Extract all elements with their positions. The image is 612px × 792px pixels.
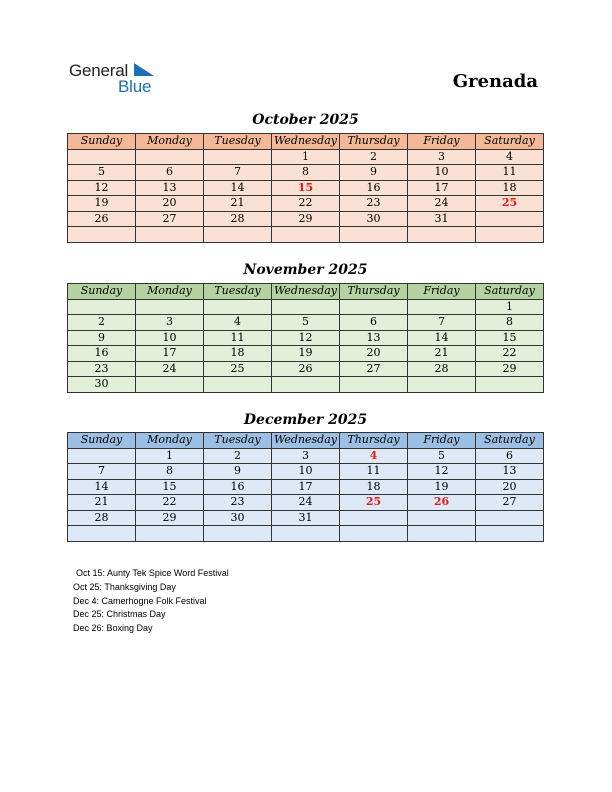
day-cell: 11 — [204, 330, 272, 346]
weekday-header: Thursday — [340, 433, 408, 449]
day-cell: 31 — [272, 510, 340, 526]
day-cell: 31 — [408, 211, 476, 227]
empty-day-cell — [476, 227, 544, 243]
day-cell: 17 — [408, 180, 476, 196]
empty-day-cell — [340, 227, 408, 243]
week-row — [68, 299, 544, 315]
day-cell: 18 — [340, 479, 408, 495]
empty-day-cell — [204, 227, 272, 243]
day-cell: 17 — [272, 479, 340, 495]
day-cell: 24 — [272, 495, 340, 511]
october-weeks — [68, 149, 544, 242]
day-cell: 6 — [340, 315, 408, 331]
month-title-december: December 2025 — [243, 412, 368, 428]
holiday-note: Dec 4: Camerhogne Folk Festival — [73, 595, 207, 606]
logo-triangle-icon — [134, 63, 156, 77]
day-cell: 13 — [136, 180, 204, 196]
day-cell: 26 — [68, 211, 136, 227]
day-cell: 8 — [272, 165, 340, 181]
weekday-header: Sunday — [68, 134, 136, 150]
day-cell: 28 — [204, 211, 272, 227]
holiday-note: Dec 25: Christmas Day — [73, 609, 166, 620]
day-cell: 12 — [272, 330, 340, 346]
day-cell: 2 — [68, 315, 136, 331]
week-row — [68, 346, 544, 362]
empty-day-cell — [476, 211, 544, 227]
empty-day-cell — [476, 510, 544, 526]
day-cell: 24 — [136, 361, 204, 377]
logo-text-general: General — [69, 61, 129, 80]
day-cell: 10 — [408, 165, 476, 181]
day-cell: 11 — [340, 464, 408, 480]
month-title-october: October 2025 — [252, 112, 359, 128]
november-weeks — [68, 299, 544, 392]
empty-day-cell — [136, 149, 204, 165]
empty-day-cell — [68, 149, 136, 165]
empty-day-cell — [340, 510, 408, 526]
day-cell: 9 — [340, 165, 408, 181]
week-row — [68, 464, 544, 480]
day-cell: 22 — [136, 495, 204, 511]
week-row — [68, 165, 544, 181]
empty-day-cell — [408, 377, 476, 393]
calendar-october — [67, 133, 544, 243]
day-cell: 4 — [476, 149, 544, 165]
week-row — [68, 361, 544, 377]
weekday-header: Tuesday — [204, 134, 272, 150]
day-cell: 21 — [408, 346, 476, 362]
day-cell: 19 — [68, 196, 136, 212]
day-cell: 1 — [136, 448, 204, 464]
day-cell: 25 — [476, 196, 544, 212]
week-row — [68, 196, 544, 212]
week-row — [68, 149, 544, 165]
day-cell: 3 — [136, 315, 204, 331]
weekday-header: Sunday — [68, 284, 136, 300]
empty-day-cell — [408, 299, 476, 315]
week-row — [68, 510, 544, 526]
empty-day-cell — [204, 299, 272, 315]
week-row — [68, 227, 544, 243]
weekday-header: Thursday — [340, 134, 408, 150]
day-cell: 22 — [272, 196, 340, 212]
day-cell: 15 — [136, 479, 204, 495]
weekday-header: Monday — [136, 134, 204, 150]
day-cell: 10 — [272, 464, 340, 480]
week-row — [68, 526, 544, 542]
day-cell: 23 — [68, 361, 136, 377]
empty-day-cell — [136, 299, 204, 315]
day-cell: 7 — [408, 315, 476, 331]
day-cell: 14 — [68, 479, 136, 495]
day-cell: 20 — [340, 346, 408, 362]
day-cell: 4 — [204, 315, 272, 331]
week-row — [68, 315, 544, 331]
week-row — [68, 448, 544, 464]
day-cell: 10 — [136, 330, 204, 346]
day-cell: 21 — [68, 495, 136, 511]
holiday-note: Oct 25: Thanksgiving Day — [73, 581, 176, 592]
empty-day-cell — [476, 377, 544, 393]
day-cell: 5 — [408, 448, 476, 464]
day-cell: 27 — [476, 495, 544, 511]
holiday-note: Dec 26: Boxing Day — [73, 623, 153, 634]
weekday-header-row — [68, 284, 544, 300]
day-cell: 18 — [204, 346, 272, 362]
day-cell: 21 — [204, 196, 272, 212]
day-cell: 24 — [408, 196, 476, 212]
day-cell: 20 — [476, 479, 544, 495]
day-cell: 22 — [476, 346, 544, 362]
day-cell: 29 — [272, 211, 340, 227]
day-cell: 27 — [136, 211, 204, 227]
day-cell: 2 — [204, 448, 272, 464]
day-cell: 23 — [204, 495, 272, 511]
empty-day-cell — [136, 377, 204, 393]
week-row — [68, 211, 544, 227]
day-cell: 15 — [476, 330, 544, 346]
day-cell: 7 — [68, 464, 136, 480]
day-cell: 30 — [204, 510, 272, 526]
weekday-header: Monday — [136, 433, 204, 449]
empty-day-cell — [272, 227, 340, 243]
day-cell: 19 — [272, 346, 340, 362]
week-row — [68, 377, 544, 393]
empty-day-cell — [408, 510, 476, 526]
weekday-header: Saturday — [476, 284, 544, 300]
day-cell: 8 — [476, 315, 544, 331]
weekday-header: Saturday — [476, 433, 544, 449]
empty-day-cell — [68, 526, 136, 542]
day-cell: 18 — [476, 180, 544, 196]
day-cell: 7 — [204, 165, 272, 181]
logo-text-blue: Blue — [118, 77, 152, 96]
day-cell: 14 — [204, 180, 272, 196]
day-cell: 16 — [204, 479, 272, 495]
day-cell: 2 — [340, 149, 408, 165]
weekday-header: Wednesday — [272, 433, 340, 449]
day-cell: 1 — [272, 149, 340, 165]
day-cell: 6 — [476, 448, 544, 464]
day-cell: 1 — [476, 299, 544, 315]
empty-day-cell — [204, 377, 272, 393]
day-cell: 29 — [476, 361, 544, 377]
weekday-header: Wednesday — [272, 134, 340, 150]
day-cell: 11 — [476, 165, 544, 181]
day-cell: 6 — [136, 165, 204, 181]
day-cell: 28 — [408, 361, 476, 377]
empty-day-cell — [340, 526, 408, 542]
day-cell: 8 — [136, 464, 204, 480]
day-cell: 23 — [340, 196, 408, 212]
day-cell: 13 — [340, 330, 408, 346]
day-cell: 27 — [340, 361, 408, 377]
day-cell: 5 — [272, 315, 340, 331]
empty-day-cell — [408, 227, 476, 243]
holiday-notes — [73, 567, 229, 636]
calendar-november — [67, 283, 544, 393]
day-cell: 5 — [68, 165, 136, 181]
day-cell: 25 — [204, 361, 272, 377]
month-title-november: November 2025 — [243, 262, 368, 278]
december-weeks — [68, 448, 544, 541]
day-cell: 30 — [340, 211, 408, 227]
weekday-header: Wednesday — [272, 284, 340, 300]
weekday-header: Friday — [408, 284, 476, 300]
day-cell: 3 — [408, 149, 476, 165]
empty-day-cell — [340, 377, 408, 393]
empty-day-cell — [68, 448, 136, 464]
country-title: Grenada — [452, 71, 538, 92]
calendar-december — [67, 432, 544, 542]
weekday-header: Tuesday — [204, 284, 272, 300]
empty-day-cell — [204, 149, 272, 165]
weekday-header: Saturday — [476, 134, 544, 150]
weekday-header: Thursday — [340, 284, 408, 300]
day-cell: 29 — [136, 510, 204, 526]
empty-day-cell — [136, 227, 204, 243]
day-cell: 20 — [136, 196, 204, 212]
day-cell: 28 — [68, 510, 136, 526]
week-row — [68, 495, 544, 511]
day-cell: 16 — [68, 346, 136, 362]
week-row — [68, 479, 544, 495]
day-cell: 12 — [408, 464, 476, 480]
day-cell: 25 — [340, 495, 408, 511]
day-cell: 9 — [204, 464, 272, 480]
day-cell: 16 — [340, 180, 408, 196]
empty-day-cell — [68, 227, 136, 243]
day-cell: 12 — [68, 180, 136, 196]
day-cell: 4 — [340, 448, 408, 464]
day-cell: 26 — [272, 361, 340, 377]
day-cell: 17 — [136, 346, 204, 362]
week-row — [68, 330, 544, 346]
weekday-header: Tuesday — [204, 433, 272, 449]
weekday-header: Friday — [408, 433, 476, 449]
weekday-header: Friday — [408, 134, 476, 150]
day-cell: 9 — [68, 330, 136, 346]
day-cell: 13 — [476, 464, 544, 480]
empty-day-cell — [272, 299, 340, 315]
empty-day-cell — [272, 526, 340, 542]
day-cell: 19 — [408, 479, 476, 495]
holiday-note: Oct 15: Aunty Tek Spice Word Festival — [76, 568, 229, 578]
day-cell: 14 — [408, 330, 476, 346]
empty-day-cell — [204, 526, 272, 542]
empty-day-cell — [476, 526, 544, 542]
empty-day-cell — [136, 526, 204, 542]
day-cell: 15 — [272, 180, 340, 196]
empty-day-cell — [340, 299, 408, 315]
weekday-header-row — [68, 134, 544, 150]
empty-day-cell — [272, 377, 340, 393]
week-row — [68, 180, 544, 196]
empty-day-cell — [68, 299, 136, 315]
weekday-header-row — [68, 433, 544, 449]
empty-day-cell — [408, 526, 476, 542]
weekday-header: Sunday — [68, 433, 136, 449]
day-cell: 30 — [68, 377, 136, 393]
day-cell: 3 — [272, 448, 340, 464]
generalblue-logo — [69, 61, 169, 97]
weekday-header: Monday — [136, 284, 204, 300]
day-cell: 26 — [408, 495, 476, 511]
